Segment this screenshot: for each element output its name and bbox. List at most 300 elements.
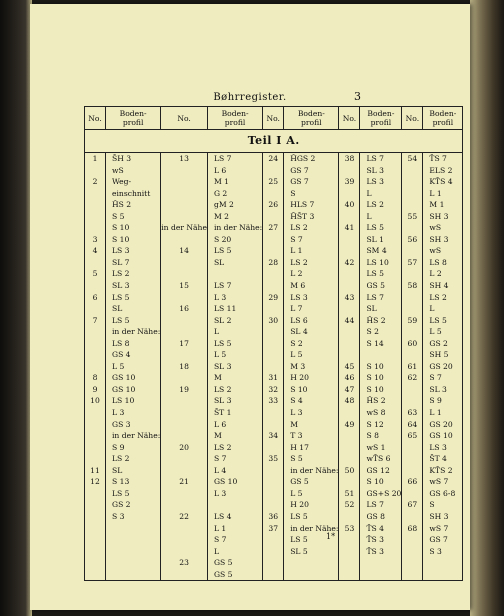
profile-cell: ĤS 2 (366, 396, 386, 406)
number-cell: 64 (407, 419, 418, 429)
profile-cell: KT̄S 4 (429, 177, 453, 187)
number-cell (263, 488, 283, 500)
number-cell (85, 442, 105, 454)
profile-cell: wS (429, 246, 442, 256)
number-cell (85, 199, 105, 211)
profile-cell: gM 2 (213, 200, 234, 210)
profile-cell: SM 4 (366, 246, 387, 256)
profile-cell: GS 4 (112, 350, 131, 360)
profile-cell: S̄T 4 (429, 454, 447, 464)
profile-cell: wS 1 (366, 442, 386, 452)
number-cell (263, 476, 283, 488)
book-binding (0, 0, 32, 616)
number-cell: 10 (90, 396, 100, 406)
profile-cell: GS 10 (112, 384, 136, 394)
number-cell (263, 361, 283, 373)
number-cell (339, 442, 359, 454)
number-cell (339, 511, 359, 523)
profile-cell: S̄T 1 (213, 408, 232, 418)
profile-cell: LS 5 (112, 488, 130, 498)
number-cell (85, 349, 105, 361)
profile-cell: LS 7 (213, 154, 232, 163)
profile-cell: LS 4 (213, 511, 232, 521)
profile-cell: LS 2 (290, 223, 308, 233)
number-cell: 62 (407, 373, 418, 383)
number-cell (339, 268, 359, 280)
number-cell (161, 546, 207, 558)
profile-cell: SH 5 (429, 350, 449, 360)
profile-cell: M 2 (213, 211, 229, 221)
profile-cell: M 3 (290, 361, 306, 371)
profile-cell: S 7 (213, 535, 227, 545)
profile-cell: GS 20 (429, 361, 453, 371)
profile-cell: LS 7 (213, 281, 232, 291)
profile-cell: wS 8 (366, 408, 386, 418)
number-cell (161, 211, 207, 223)
profile-cell: G 2 (213, 188, 228, 198)
number-cell (339, 211, 359, 223)
number-cell (402, 511, 422, 523)
header-no: No. (402, 107, 423, 130)
number-cell: 3 (92, 234, 98, 244)
number-cell (263, 349, 283, 361)
number-cell (263, 407, 283, 419)
number-cell (161, 523, 207, 535)
number-cell (263, 499, 283, 511)
profile-cell: SL (112, 304, 123, 314)
profile-cell: LS 8 (429, 257, 447, 267)
number-cell (339, 430, 359, 442)
profile-cell: L 5 (290, 488, 303, 498)
number-cell (263, 303, 283, 315)
profile-cell: SL (366, 304, 377, 314)
number-cell (402, 395, 422, 407)
number-cell: 66 (407, 477, 418, 487)
header-no: No. (263, 107, 284, 130)
number-cell (161, 257, 207, 269)
profile-cell: LS 10 (366, 257, 389, 267)
profile-cell: in der Nähe: (112, 327, 161, 337)
number-cell (339, 476, 359, 488)
number-cell: 22 (179, 511, 189, 521)
number-cell (339, 234, 359, 246)
profile-cell: L (366, 188, 372, 198)
profile-cell: GS 2 (429, 338, 448, 348)
profile-cell: SL 4 (290, 327, 308, 337)
number-cell: 53 (344, 523, 355, 533)
number-cell (263, 326, 283, 338)
number-cell (263, 465, 283, 477)
number-cell (263, 442, 283, 454)
number-cell: 18 (179, 361, 189, 371)
number-cell (263, 234, 283, 246)
profile-cell: M (213, 373, 222, 383)
number-cell (402, 245, 422, 257)
number-cell (402, 292, 422, 304)
number-cell: 61 (407, 361, 418, 371)
profile-cell: LS 2 (290, 257, 308, 267)
profile-cell: SL 3 (213, 361, 232, 371)
number-cell: 7 (92, 315, 98, 325)
register-table (84, 106, 463, 581)
number-cell: 1 (92, 154, 98, 163)
number-cell: 34 (268, 431, 279, 441)
profile-cell: in der Nähe: (290, 523, 339, 533)
profile-cell: S 7 (290, 234, 303, 244)
table-header-row (85, 107, 463, 130)
profile-cell: GS 6-8 (429, 488, 456, 498)
profile-cell: L 7 (290, 304, 303, 314)
profile-cell: SL 2 (213, 315, 232, 325)
number-cell (402, 488, 422, 500)
number-cell (263, 534, 283, 546)
profile-cell (208, 499, 262, 511)
profile-cell: ELS 2 (429, 165, 453, 175)
number-cell: 41 (344, 223, 355, 233)
profile-cell: GS 10 (429, 431, 453, 441)
profile-cell: L (366, 211, 372, 221)
profile-cell: SL 3 (112, 281, 130, 291)
number-cell: 14 (179, 246, 189, 256)
number-cell (161, 349, 207, 361)
profile-cell: LS 5 (112, 315, 130, 325)
number-cell (85, 430, 105, 442)
number-cell: 51 (344, 488, 355, 498)
number-cell (161, 430, 207, 442)
profile-cell: LS 2 (366, 200, 384, 210)
column-no-4 (339, 153, 360, 581)
running-head: Bøhrregister. (213, 92, 287, 103)
profile-cell: LS 5 (366, 269, 384, 279)
profile-cell: S 4 (290, 396, 303, 406)
header-profile: Boden- profil (360, 107, 402, 130)
number-cell: 39 (344, 177, 355, 187)
number-cell (339, 165, 359, 177)
number-cell (161, 292, 207, 304)
number-cell (402, 453, 422, 465)
profile-cell: L 2 (429, 269, 442, 279)
profile-cell: wS 7 (429, 477, 449, 487)
profile-cell: SL 1 (366, 234, 384, 244)
profile-cell: S 2 (290, 338, 303, 348)
profile-cell (208, 268, 262, 280)
number-cell (161, 234, 207, 246)
number-cell (161, 326, 207, 338)
number-cell (339, 338, 359, 350)
profile-cell: T̄S 3 (366, 546, 384, 556)
number-cell (339, 349, 359, 361)
number-cell: 54 (407, 154, 418, 163)
profile-cell: LS 2 (112, 269, 130, 279)
number-cell (402, 165, 422, 177)
profile-cell: S 14 (366, 338, 384, 348)
number-cell (85, 453, 105, 465)
profile-cell: in der Nähe: (213, 223, 263, 233)
number-cell (85, 488, 105, 500)
number-cell: 57 (407, 257, 418, 267)
profile-cell: S 20 (213, 234, 232, 244)
profile-cell: L 3 (213, 292, 227, 302)
profile-cell: ĤS 2 (366, 315, 386, 325)
profile-cell: LS 5 (290, 535, 308, 545)
profile-cell: S (290, 188, 296, 198)
profile-cell: S 10 (112, 223, 130, 233)
profile-cell: L 3 (290, 408, 303, 418)
profile-cell: SL (213, 257, 225, 267)
profile-cell: S 9 (112, 442, 125, 452)
profile-cell: L 5 (112, 361, 125, 371)
profile-cell: L 1 (213, 523, 227, 533)
profile-cell: T̄S 7 (429, 154, 447, 163)
column-no-5 (402, 153, 423, 581)
number-cell (402, 303, 422, 315)
number-cell (161, 165, 207, 177)
number-cell: 15 (179, 281, 189, 291)
profile-cell: SL 3 (429, 384, 447, 394)
column-no-2 (161, 153, 208, 581)
number-cell: 38 (344, 154, 355, 163)
number-cell (161, 419, 207, 431)
number-cell: 63 (407, 408, 418, 418)
number-cell (161, 372, 207, 384)
number-cell: 47 (344, 384, 355, 394)
profile-cell: H 20 (290, 373, 309, 383)
profile-cell: ĤGS 2 (290, 154, 316, 163)
profile-cell: LS 2 (112, 454, 130, 464)
number-cell (85, 222, 105, 234)
profile-cell: LS 2 (213, 442, 232, 452)
number-cell (161, 199, 207, 211)
number-cell: 6 (92, 292, 98, 302)
header-profile: Boden- profil (207, 107, 262, 130)
header-no: No. (85, 107, 106, 130)
number-cell: 40 (344, 200, 355, 210)
number-cell (402, 384, 422, 396)
number-cell: 50 (344, 465, 355, 475)
page-number: 3 (354, 90, 361, 103)
number-cell (263, 268, 283, 280)
profile-cell: LS 10 (112, 396, 135, 406)
profile-cell: GS 2 (112, 500, 131, 510)
number-cell (402, 188, 422, 200)
number-cell: 59 (407, 315, 418, 325)
profile-cell: LS 5 (290, 511, 308, 521)
number-cell (339, 188, 359, 200)
profile-cell: GS 10 (112, 373, 136, 383)
number-cell (263, 338, 283, 350)
number-cell: 27 (268, 223, 279, 233)
page-edge (470, 0, 504, 616)
number-cell (85, 407, 105, 419)
profile-cell: SL 3 (213, 396, 232, 406)
number-cell (339, 407, 359, 419)
number-cell (85, 499, 105, 511)
profile-cell: L 4 (213, 465, 227, 475)
number-cell (161, 188, 207, 200)
profile-cell: GS 10 (213, 477, 238, 487)
profile-cell: GS 12 (366, 465, 390, 475)
table-body-row (85, 153, 463, 581)
number-cell: 58 (407, 281, 418, 291)
number-cell: 60 (407, 338, 418, 348)
number-cell (402, 326, 422, 338)
number-cell (85, 188, 105, 200)
profile-cell: GS 5 (213, 558, 233, 568)
number-cell: 35 (268, 454, 279, 464)
number-cell (339, 326, 359, 338)
number-cell: 56 (407, 234, 418, 244)
number-cell: 19 (179, 384, 189, 394)
profile-cell: LS 7 (366, 292, 384, 302)
number-cell (85, 303, 105, 315)
profile-cell: L 6 (213, 419, 227, 429)
number-cell: 55 (407, 211, 418, 221)
profile-cell: S 3 (429, 546, 442, 556)
profile-cell: GS 5 (366, 281, 385, 291)
profile-cell: S 10 (366, 477, 384, 487)
number-cell (263, 188, 283, 200)
number-cell (402, 199, 422, 211)
number-cell: 44 (344, 315, 355, 325)
profile-cell: SL 7 (112, 257, 130, 267)
number-cell (85, 165, 105, 177)
number-cell (85, 257, 105, 269)
profile-cell: M (213, 431, 222, 441)
number-cell: 65 (407, 431, 418, 441)
number-cell: 2 (92, 177, 98, 187)
number-cell (161, 499, 207, 511)
profile-cell: L 1 (429, 188, 442, 198)
profile-cell: SL 3 (366, 165, 384, 175)
number-cell: 4 (92, 246, 98, 256)
number-cell (85, 338, 105, 350)
profile-cell: wT̄S 6 (366, 454, 391, 464)
profile-cell (360, 349, 401, 361)
number-cell: 67 (407, 500, 418, 510)
signature-mark: 1* (326, 532, 336, 541)
number-cell (85, 211, 105, 223)
number-cell: 28 (268, 257, 279, 267)
profile-cell: HLS 7 (290, 200, 315, 210)
number-cell (339, 245, 359, 257)
profile-cell: S 5 (290, 454, 303, 464)
number-cell (263, 280, 283, 292)
column-profile-2 (207, 153, 262, 581)
profile-cell: S 10 (290, 384, 308, 394)
profile-cell: LS 5 (366, 223, 384, 233)
profile-cell: S 3 (112, 511, 125, 521)
number-cell (161, 407, 207, 419)
header-profile: Boden- profil (423, 107, 463, 130)
profile-cell: LS 2 (429, 292, 447, 302)
number-cell: 12 (90, 477, 100, 487)
profile-cell: SH 3 (429, 211, 449, 221)
profile-cell: M 1 (213, 177, 229, 187)
profile-cell: GS 5 (213, 569, 233, 579)
profile-cell: S 10 (366, 361, 384, 371)
number-cell: 20 (179, 442, 189, 452)
number-cell (85, 326, 105, 338)
number-cell (402, 222, 422, 234)
number-cell: 37 (268, 523, 279, 533)
header-profile: Boden- profil (284, 107, 339, 130)
profile-cell: GS 7 (290, 165, 309, 175)
number-cell (85, 419, 105, 431)
number-cell: 21 (179, 477, 189, 487)
profile-cell: wS (112, 165, 124, 175)
profile-cell: S 10 (112, 234, 130, 244)
profile-cell: L 6 (213, 165, 227, 175)
number-cell: 45 (344, 361, 355, 371)
number-cell (85, 280, 105, 292)
profile-cell: S 8 (366, 431, 379, 441)
profile-cell: ĤS 2 (112, 200, 132, 210)
profile-cell: S (429, 500, 435, 510)
profile-cell: GS 7 (290, 177, 309, 187)
profile-cell: SH 4 (429, 281, 449, 291)
number-cell: 25 (268, 177, 279, 187)
profile-cell: S 10 (366, 373, 384, 383)
profile-cell: wS (429, 223, 442, 233)
profile-cell: LS 7 (366, 500, 384, 510)
number-cell (263, 419, 283, 431)
number-cell: 33 (268, 396, 279, 406)
register-table-wrapper (84, 106, 463, 581)
profile-cell: S 7 (213, 454, 227, 464)
number-cell: 9 (92, 384, 98, 394)
column-profile-5 (423, 153, 463, 581)
profile-cell: GS 5 (290, 477, 309, 487)
profile-cell: M 6 (290, 281, 306, 291)
number-cell: 52 (344, 500, 355, 510)
profile-cell: L 3 (213, 488, 227, 498)
number-cell (339, 280, 359, 292)
number-cell: 48 (344, 396, 355, 406)
profile-cell: LS 3 (290, 292, 308, 302)
profile-cell: SL (112, 465, 123, 475)
header-no: No. (339, 107, 360, 130)
profile-cell: GS 20 (429, 419, 453, 429)
number-cell: 49 (344, 419, 355, 429)
book-page (30, 4, 470, 610)
number-cell (402, 442, 422, 454)
header-no: No. (161, 107, 208, 130)
number-cell: 32 (268, 384, 279, 394)
profile-cell: M (290, 419, 298, 429)
profile-cell: S 7 (429, 373, 442, 383)
number-cell (339, 546, 359, 558)
number-cell (161, 176, 207, 188)
number-cell (402, 349, 422, 361)
profile-cell: LS 8 (112, 338, 130, 348)
number-cell (85, 361, 105, 373)
profile-cell: L 5 (213, 350, 227, 360)
profile-cell: L (429, 304, 435, 314)
profile-cell: L (213, 546, 219, 556)
number-cell (161, 534, 207, 546)
number-cell (263, 211, 283, 223)
profile-cell: M 1 (429, 200, 445, 210)
number-cell (161, 453, 207, 465)
profile-cell: S 12 (366, 419, 384, 429)
number-cell: 26 (268, 200, 279, 210)
number-cell (339, 534, 359, 546)
profile-cell: LS 3 (429, 442, 447, 452)
number-cell: 36 (268, 511, 279, 521)
number-cell: 5 (92, 269, 98, 279)
number-cell (402, 465, 422, 477)
profile-cell: LS 7 (366, 154, 384, 163)
